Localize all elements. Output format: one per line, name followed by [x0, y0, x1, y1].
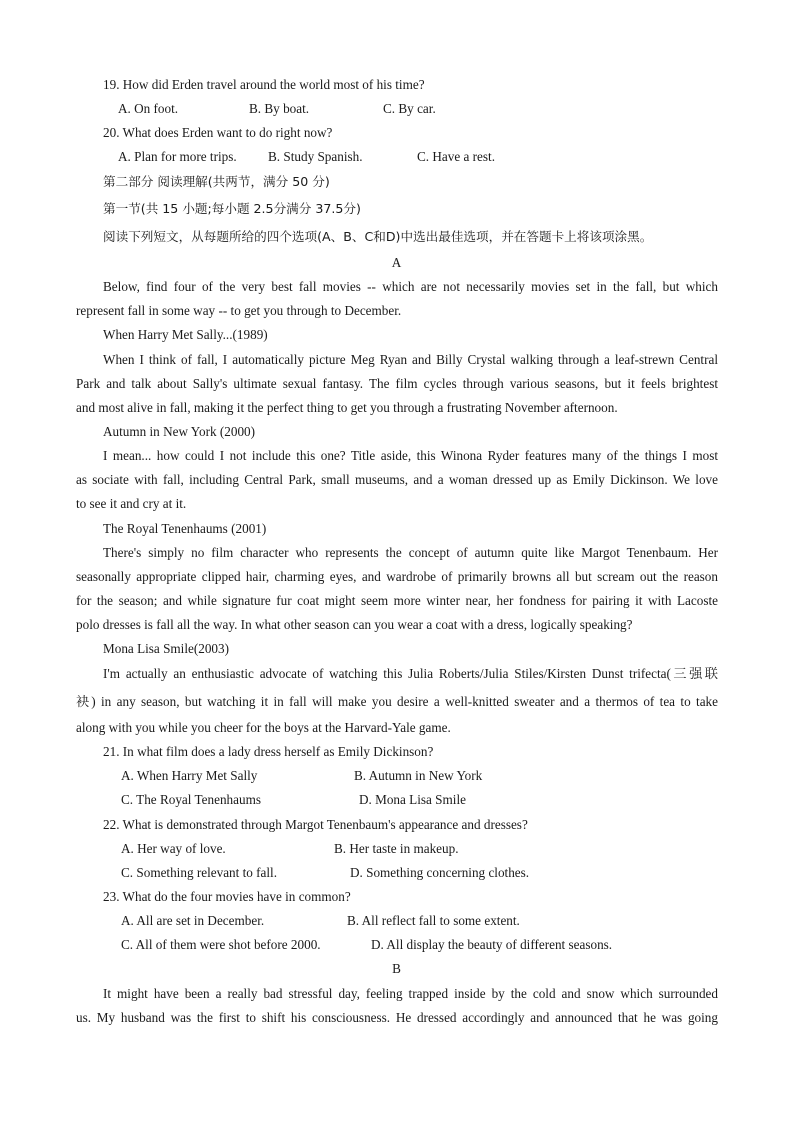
q21-option-b: B. Autumn in New York — [354, 768, 483, 783]
reading-instruction: 阅读下列短文，从每题所给的四个选项(A、B、C和D)中选出最佳选项，并在答题卡上将该项涂黑。 — [103, 229, 653, 244]
q22-option-c: C. Something relevant to fall. — [121, 865, 278, 880]
q21-option-c: C. The Royal Tenenhaums — [121, 792, 261, 807]
movie-3-title: The Royal Tenenhaums (2001) — [103, 521, 267, 536]
q22-stem: 22. What is demonstrated through Margot Tenenbaum's appearance and dresses? — [103, 817, 528, 832]
movie-4-line-1: I'm actually an enthusiastic advocate of watching this Julia Roberts/Julia Stiles/Kirsten Dunst trifecta(三强联 — [103, 666, 718, 681]
movie-4-line-2: 袂) in any season, but watching it in fall will make you desire a well-knitted sweater and a thermos of tea to take — [76, 694, 718, 709]
movie-2-line-2: as sociate with fall, including Central Park, small museums, and a woman dressed up as Emily Dickinson. We love — [76, 472, 718, 487]
q19-option-c: C. By car. — [383, 101, 436, 116]
movie-1-line-1: When I think of fall, I automatically picture Meg Ryan and Billy Crystal walking through a leaf-strewn Central — [103, 352, 718, 367]
q23-option-a: A. All are set in December. — [121, 913, 265, 928]
section1-heading: 第一节(共 15 小题;每小题 2.5分满分 37.5分) — [103, 201, 361, 216]
q22-option-a: A. Her way of love. — [121, 841, 226, 856]
q23-stem: 23. What do the four movies have in common? — [103, 889, 351, 904]
movie-2-title: Autumn in New York (2000) — [103, 424, 256, 439]
q20-stem: 20. What does Erden want to do right now? — [103, 125, 333, 140]
passage-a-intro-line-1: Below, find four of the very best fall movies -- which are not necessarily movies set in the fall, but which — [103, 279, 718, 294]
passage-a-letter: A — [391, 255, 402, 270]
q19-stem: 19. How did Erden travel around the world most of his time? — [103, 77, 425, 92]
q19-option-b: B. By boat. — [249, 101, 310, 116]
q20-option-a: A. Plan for more trips. — [118, 149, 237, 164]
q21-stem: 21. In what film does a lady dress herself as Emily Dickinson? — [103, 744, 434, 759]
movie-4-line-3: along with you while you cheer for the boys at the Harvard-Yale game. — [76, 720, 451, 735]
movie-2-line-1: I mean... how could I not include this one? Title aside, this Winona Ryder features many of the things I most — [103, 448, 718, 463]
q19-option-a: A. On foot. — [118, 101, 179, 116]
passage-b-line-2: us. My husband was the first to shift his consciousness. He dressed accordingly and announced that he was going — [76, 1010, 718, 1025]
q20-option-b: B. Study Spanish. — [268, 149, 363, 164]
q23-option-b: B. All reflect fall to some extent. — [347, 913, 520, 928]
movie-3-line-3: for the season; and while signature fur coat might seem more winter near, her fondness for pairing it with Lacoste — [76, 593, 718, 608]
movie-1-line-2: Park and talk about Sally's ultimate sexual fantasy. The film cycles through various seasons, but it feels brightest — [76, 376, 718, 391]
q22-option-b: B. Her taste in makeup. — [334, 841, 459, 856]
movie-4-title: Mona Lisa Smile(2003) — [103, 641, 229, 656]
q21-option-a: A. When Harry Met Sally — [121, 768, 258, 783]
q23-option-c: C. All of them were shot before 2000. — [121, 937, 321, 952]
movie-1-title: When Harry Met Sally...(1989) — [103, 327, 268, 342]
q20-option-c: C. Have a rest. — [417, 149, 495, 164]
passage-b-letter: B — [392, 961, 401, 976]
q23-option-d: D. All display the beauty of different seasons. — [371, 937, 613, 952]
passage-a-intro-line-2: represent fall in some way -- to get you through to December. — [76, 303, 402, 318]
passage-b-line-1: It might have been a really bad stressful day, feeling trapped inside by the cold and snow which surrounded — [103, 986, 718, 1001]
part2-heading: 第二部分 阅读理解(共两节，满分 50 分) — [103, 174, 330, 189]
movie-3-line-4: polo dresses is fall all the way. In what other season can you wear a coat with a dress, logically speaking? — [76, 617, 633, 632]
movie-3-line-2: seasonally appropriate clipped hair, charming eyes, and wardrobe of primarily browns all but scream out the reason — [76, 569, 718, 584]
movie-1-line-3: and most alive in fall, making it the perfect thing to get you through a frustrating November afternoon. — [76, 400, 618, 415]
movie-2-line-3: to see it and cry at it. — [76, 496, 187, 511]
q22-option-d: D. Something concerning clothes. — [350, 865, 530, 880]
movie-3-line-1: There's simply no film character who represents the concept of autumn quite like Margot Tenenbaum. Her — [103, 545, 718, 560]
q21-option-d: D. Mona Lisa Smile — [359, 792, 466, 807]
